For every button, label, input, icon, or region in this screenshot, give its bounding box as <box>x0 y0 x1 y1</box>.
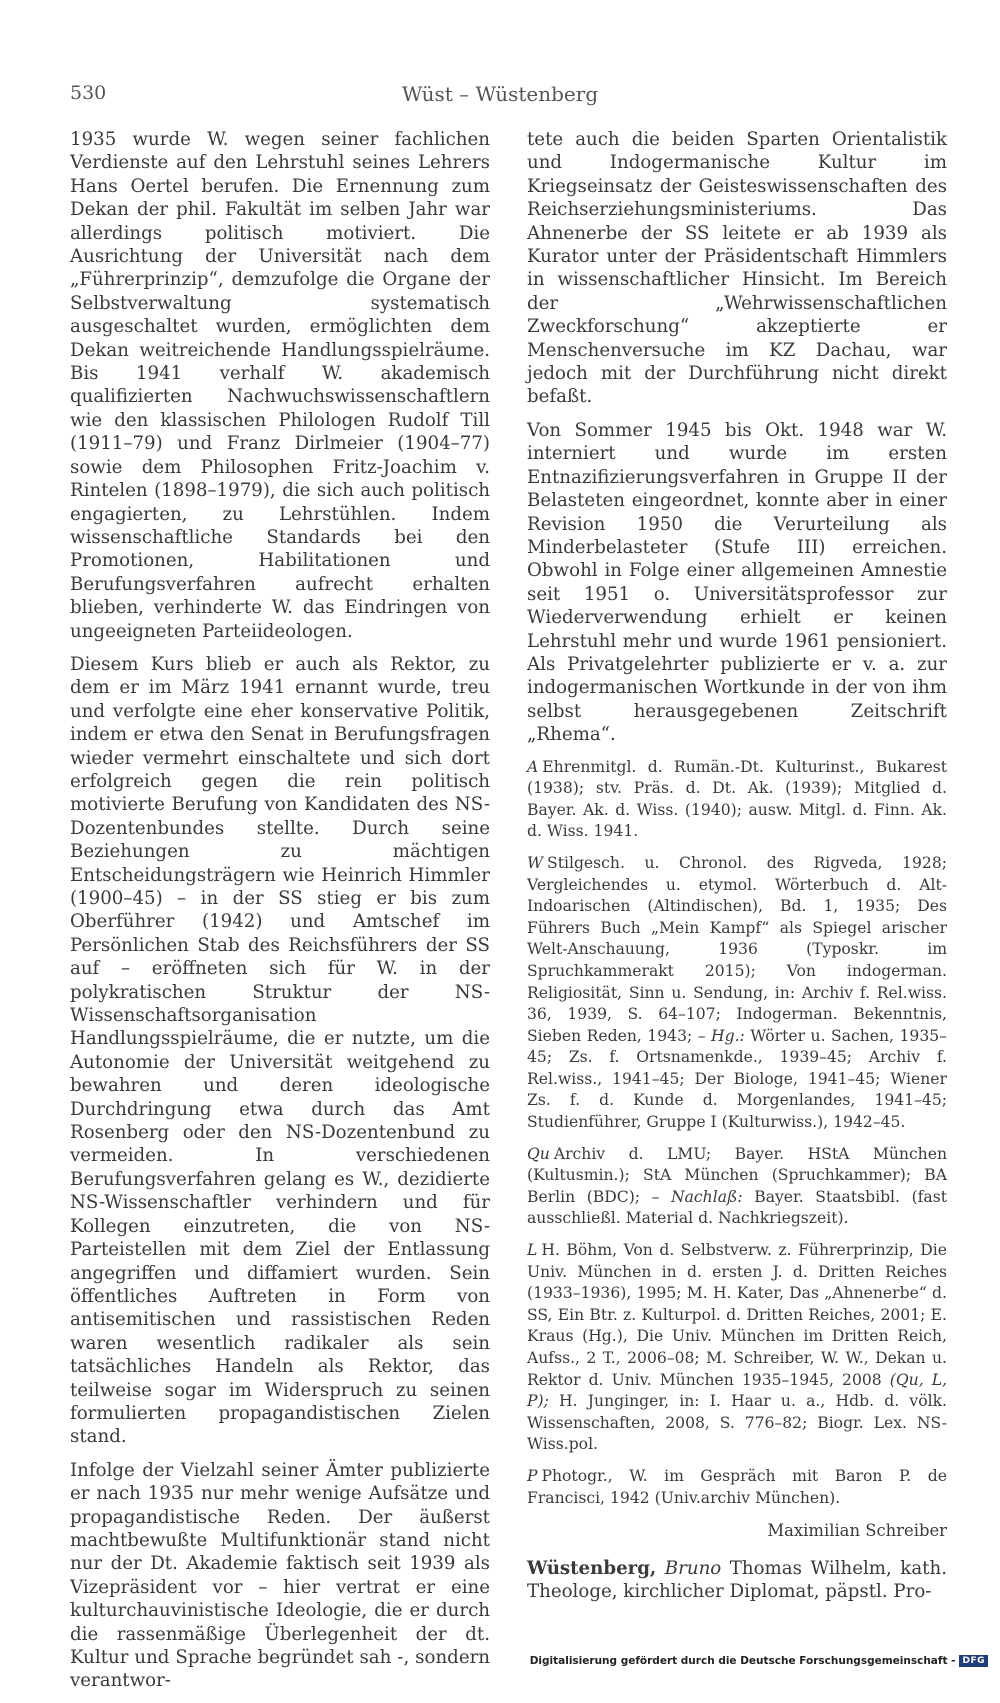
bib-sources <box>527 1144 947 1230</box>
dfg-logo: DFG <box>959 1655 988 1667</box>
bib-awards <box>527 757 947 843</box>
bib-tag: A <box>527 757 539 776</box>
bib-portraits <box>527 1466 947 1509</box>
running-head: Wüst – Wüstenberg <box>401 82 599 106</box>
paragraph: 1935 wurde W. wegen seiner fachlichen Verdienste auf den Lehrstuhl seines Lehrers Hans Oertel berufen. Die Ernennung zum Dekan der phil. Fakultät im selben Jahr war allerdings politisch motiviert. Die Ausrichtung der Universität nach dem „Führerprinzip“, demzufolge die Organe der Selbstverwaltung systematisch ausgeschaltet wurden, ermöglichten dem Dekan weitreichende Handlungsspielräume. Bis 1941 verhalf W. akademisch qualifizierten Nachwuchswissenschaftlern wie den klassischen Philologen Rudolf Till (1911–79) und Franz Dirlmeier (1904–77) sowie dem Philosophen Fritz-Joachim v. Rintelen (1898–1979), die sich auch politisch engagierten, zu Lehrstühlen. Indem wissenschaftliche Standards bei den Promotionen, Habilitationen und Berufungsverfahren aufrecht erhalten blieben, verhinderte W. das Eindringen von ungeeigneten Parteiideologen. <box>70 129 490 642</box>
bib-text: Ehrenmitgl. d. Rumän.-Dt. Kulturinst., Bukarest (1938); stv. Präs. d. Dt. Ak. (1939); Mitglied d. Bayer. Ak. d. Wiss. (1940); ausw. Mitgl. d. Finn. Ak. d. Wiss. 1941. <box>527 757 947 841</box>
paragraph: tete auch die beiden Sparten Orientalistik und Indogermanische Kultur im Kriegseinsatz der Geisteswissenschaften des Reichserziehungsministeriums. Das Ahnenerbe der SS leitete er ab 1939 als Kurator unter der Präsidentschaft Himmlers in wissenschaftlicher Hinsicht. Im Bereich der „Wehrwissenschaftlichen Zweckforschung“ akzeptierte er Menschenversuche im KZ Dachau, war jedoch mit der Durchführung nicht direkt befaßt. <box>527 129 947 408</box>
paragraph: Infolge der Vielzahl seiner Ämter publizierte er nach 1935 nur mehr wenige Aufsätze und propagandistische Reden. Der äußerst machtbewußte Multifunktionär stand nicht nur der Dt. Akademie faktisch seit 1939 als Vizepräsident vor – hier vertrat er eine kulturchauvinistische Ideologie, die er durch die rassenmäßige Überlegenheit der dt. Kultur und Sprache begründet sah -, sondern verantwor- <box>70 1459 490 1692</box>
bib-tag: L <box>527 1241 538 1260</box>
funding-text: Digitalisierung gefördert durch die Deutsche Forschungsgemeinschaft - <box>529 1655 956 1667</box>
entry-description: Thomas Wilhelm, kath. Theologe, kirchlicher Diplomat, päpstl. Pro- <box>527 1557 947 1602</box>
bib-literature <box>527 1240 947 1456</box>
bib-editor-label: Hg.: <box>711 1026 745 1045</box>
next-entry <box>527 1557 947 1604</box>
bib-text: Stilgesch. u. Chronol. des Rigveda, 1928; Vergleichendes u. etymol. Wörterbuch d. Alt-Indoarischen (Altindischen), Bd. 1, 1935; Des Führers Buch „Mein Kampf“ als Spiegel arischer Welt-Anschauung, 1936 (Typoskr. im Spruchkammerakt 2015); Von indogerman. Religiosität, Sinn u. Sendung, in: Archiv f. Rel.wiss. 36, 1939, S. 64–107; Indogerman. Bekenntnis, Sieben Reden, 1943; – <box>527 853 947 1045</box>
bib-works <box>527 853 947 1134</box>
funding-footer <box>530 1655 988 1667</box>
bib-text: Bayer. Staatsbibl. (fast ausschließl. Material d. Nachkriegszeit). <box>527 1187 947 1228</box>
bib-cross-ref: (Qu, L, P); <box>527 1370 948 1411</box>
bib-estate-label: Nachlaß: <box>670 1187 743 1206</box>
bib-text: Archiv d. LMU; Bayer. HStA München (Kultusmin.); StA München (Spruchkammer); BA Berlin (BDC); – <box>527 1144 947 1206</box>
bib-tag: P <box>527 1466 538 1485</box>
bib-text: H. Böhm, Von d. Selbstverw. z. Führerprinzip, Die Univ. München in d. ersten J. d. Dritten Reiches (1933–1936), 1995; M. H. Kater, Das „Ahnenerbe“ d. SS, Ein Btr. z. Kulturpol. d. Dritten Reiches, 2001; E. Kraus (Hg.), Die Univ. München im Dritten Reich, Aufss., 2 T., 2006–08; M. Schreiber, W. W., Dekan u. Rektor d. Univ. München 1935–1945, 2008 <box>527 1241 947 1389</box>
paragraph: Diesem Kurs blieb er auch als Rektor, zu dem er im März 1941 ernannt wurde, treu und verfolgte eine eher konservative Politik, indem er etwa den Senat in Berufungsfragen wieder vermehrt einschaltete und sich dort erfolgreich gegen die rein politisch motivierte Berufung von Kandidaten des NS-Dozentenbundes stellte. Durch seine Beziehungen zu mächtigen Entscheidungsträgern wie Heinrich Himmler (1900–45) – in der SS stieg er bis zum Oberführer (1942) und Amtschef im Persönlichen Stab des Reichsführers der SS auf – eröffneten sich für W. in der polykratischen Struktur der NS-Wissenschaftsorganisation Handlungsspielräume, die er nutzte, um die Autonomie der Universität weitgehend zu bewahren und deren ideologische Durchdringung etwa durch das Amt Rosenberg oder den NS-Dozentenbund zu vermeiden. In verschiedenen Berufungsverfahren gelang es W., dezidierte NS-Wissenschaftler verhindern und für Kollegen einzutreten, die von NS-Parteistellen mit dem Ziel der Entlassung angegriffen und diffamiert wurden. Sein öffentliches Auftreten in Form von antisemitischen und rassistischen Reden waren wesentlich radikaler als sein tatsächliches Handeln als Rektor, das teilweise sogar im Widerspruch zu seinen formulierten propagandistischen Zielen stand. <box>70 653 490 1448</box>
right-column <box>527 128 947 1613</box>
entry-surname: Wüstenberg, <box>527 1557 657 1579</box>
bib-text: Photogr., W. im Gespräch mit Baron P. de Francisci, 1942 (Univ.archiv München). <box>527 1466 947 1507</box>
entry-given-name: Bruno <box>664 1557 722 1579</box>
bib-text: Wörter u. Sachen, 1935–45; Zs. f. Ortsnamenkde., 1939–45; Archiv f. Rel.wiss., 1941–45; Der Biologe, 1941–45; Wiener Zs. f. d. Kunde d. Morgenlandes, 1941–45; Studienführer, Gruppe I (Kulturwiss.), 1942–45. <box>527 1026 947 1132</box>
left-column <box>70 128 490 1703</box>
paragraph: Von Sommer 1945 bis Okt. 1948 war W. interniert und wurde im ersten Entnazifizierungsverfahren in Gruppe II der Belasteten eingeordnet, konnte aber in einer Revision 1950 die Verurteilung als Minderbelasteter (Stufe III) erreichen. Obwohl in Folge einer allgemeinen Amnestie seit 1951 o. Universitätsprofessor zur Wiederverwendung erhielt er keinen Lehrstuhl mehr und wurde 1961 pensioniert. Als Privatgelehrter publizierte er v. a. zur indogermanischen Wortkunde in der von ihm selbst herausgegebenen Zeitschrift „Rhema“. <box>527 419 947 746</box>
bib-text: H. Junginger, in: I. Haar u. a., Hdb. d. völk. Wissenschaften, 2008, S. 776–82; Biogr. Lex. NS-Wiss.pol. <box>527 1392 947 1454</box>
bib-tag: W <box>527 853 544 872</box>
page-number: 530 <box>70 82 107 104</box>
bib-tag: Qu <box>527 1144 550 1163</box>
article-author: Maximilian Schreiber <box>767 1521 947 1541</box>
